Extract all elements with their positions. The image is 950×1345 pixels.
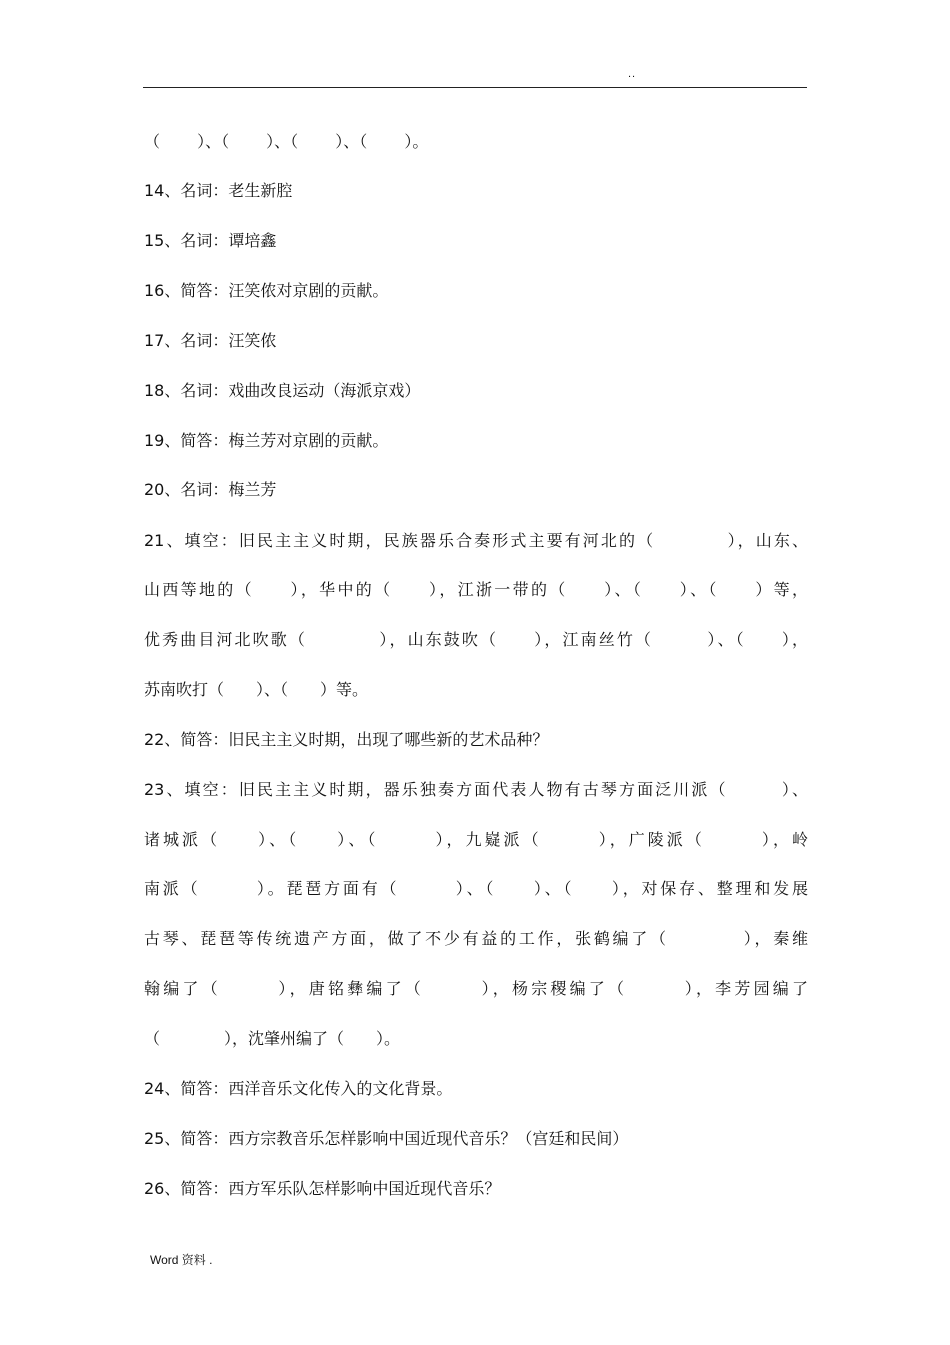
- question-line: 古琴、琵琶等传统遗产方面，做了不少有益的工作，张鹤编了（ ），秦维: [144, 929, 808, 948]
- question-line: 22、简答：旧民主主义时期，出现了哪些新的艺术品种？: [144, 730, 549, 749]
- question-line: 24、简答：西洋音乐文化传入的文化背景。: [144, 1079, 453, 1098]
- question-line: （ ）、（ ）、（ ）、（ ）。: [144, 132, 429, 151]
- question-line: 21、填空：旧民主主义时期，民族器乐合奏形式主要有河北的（ ），山东、: [144, 531, 808, 550]
- question-line: 诸城派（ ）、（ ）、（ ），九嶷派（ ），广陵派（ ），岭: [144, 830, 808, 849]
- question-line: 16、简答：汪笑侬对京剧的贡献。: [144, 281, 389, 300]
- question-line: 23、填空：旧民主主义时期，器乐独奏方面代表人物有古琴方面泛川派（ ）、: [144, 780, 808, 799]
- header-mark: ..: [628, 68, 637, 80]
- question-line: 优秀曲目河北吹歌（ ），山东鼓吹（ ），江南丝竹（ ）、（ ），: [144, 630, 808, 649]
- question-line: 翰编了（ ），唐铭彝编了（ ），杨宗稷编了（ ），李芳园编了: [144, 979, 808, 998]
- question-line: 14、名词：老生新腔: [144, 181, 293, 200]
- question-line: 18、名词：戏曲改良运动（海派京戏）: [144, 381, 421, 400]
- footer-text: Word 资料 .: [150, 1253, 213, 1267]
- header-rule: [143, 87, 807, 88]
- question-line: （ ），沈肇州编了（ ）。: [144, 1029, 401, 1048]
- question-line: 25、简答：西方宗教音乐怎样影响中国近现代音乐？（宫廷和民间）: [144, 1129, 629, 1148]
- question-line: 15、名词：谭培鑫: [144, 231, 277, 250]
- question-line: 苏南吹打（ ）、（ ）等。: [144, 680, 369, 699]
- question-line: 20、名词：梅兰芳: [144, 480, 277, 499]
- question-line: 19、简答：梅兰芳对京剧的贡献。: [144, 431, 389, 450]
- question-line: 山西等地的（ ），华中的（ ），江浙一带的（ ）、（ ）、（ ）等，: [144, 580, 808, 599]
- question-line: 南派（ ）。琵琶方面有（ ）、（ ）、（ ），对保存、整理和发展: [144, 879, 808, 898]
- question-line: 26、简答：西方军乐队怎样影响中国近现代音乐？: [144, 1179, 501, 1198]
- question-line: 17、名词：汪笑侬: [144, 331, 277, 350]
